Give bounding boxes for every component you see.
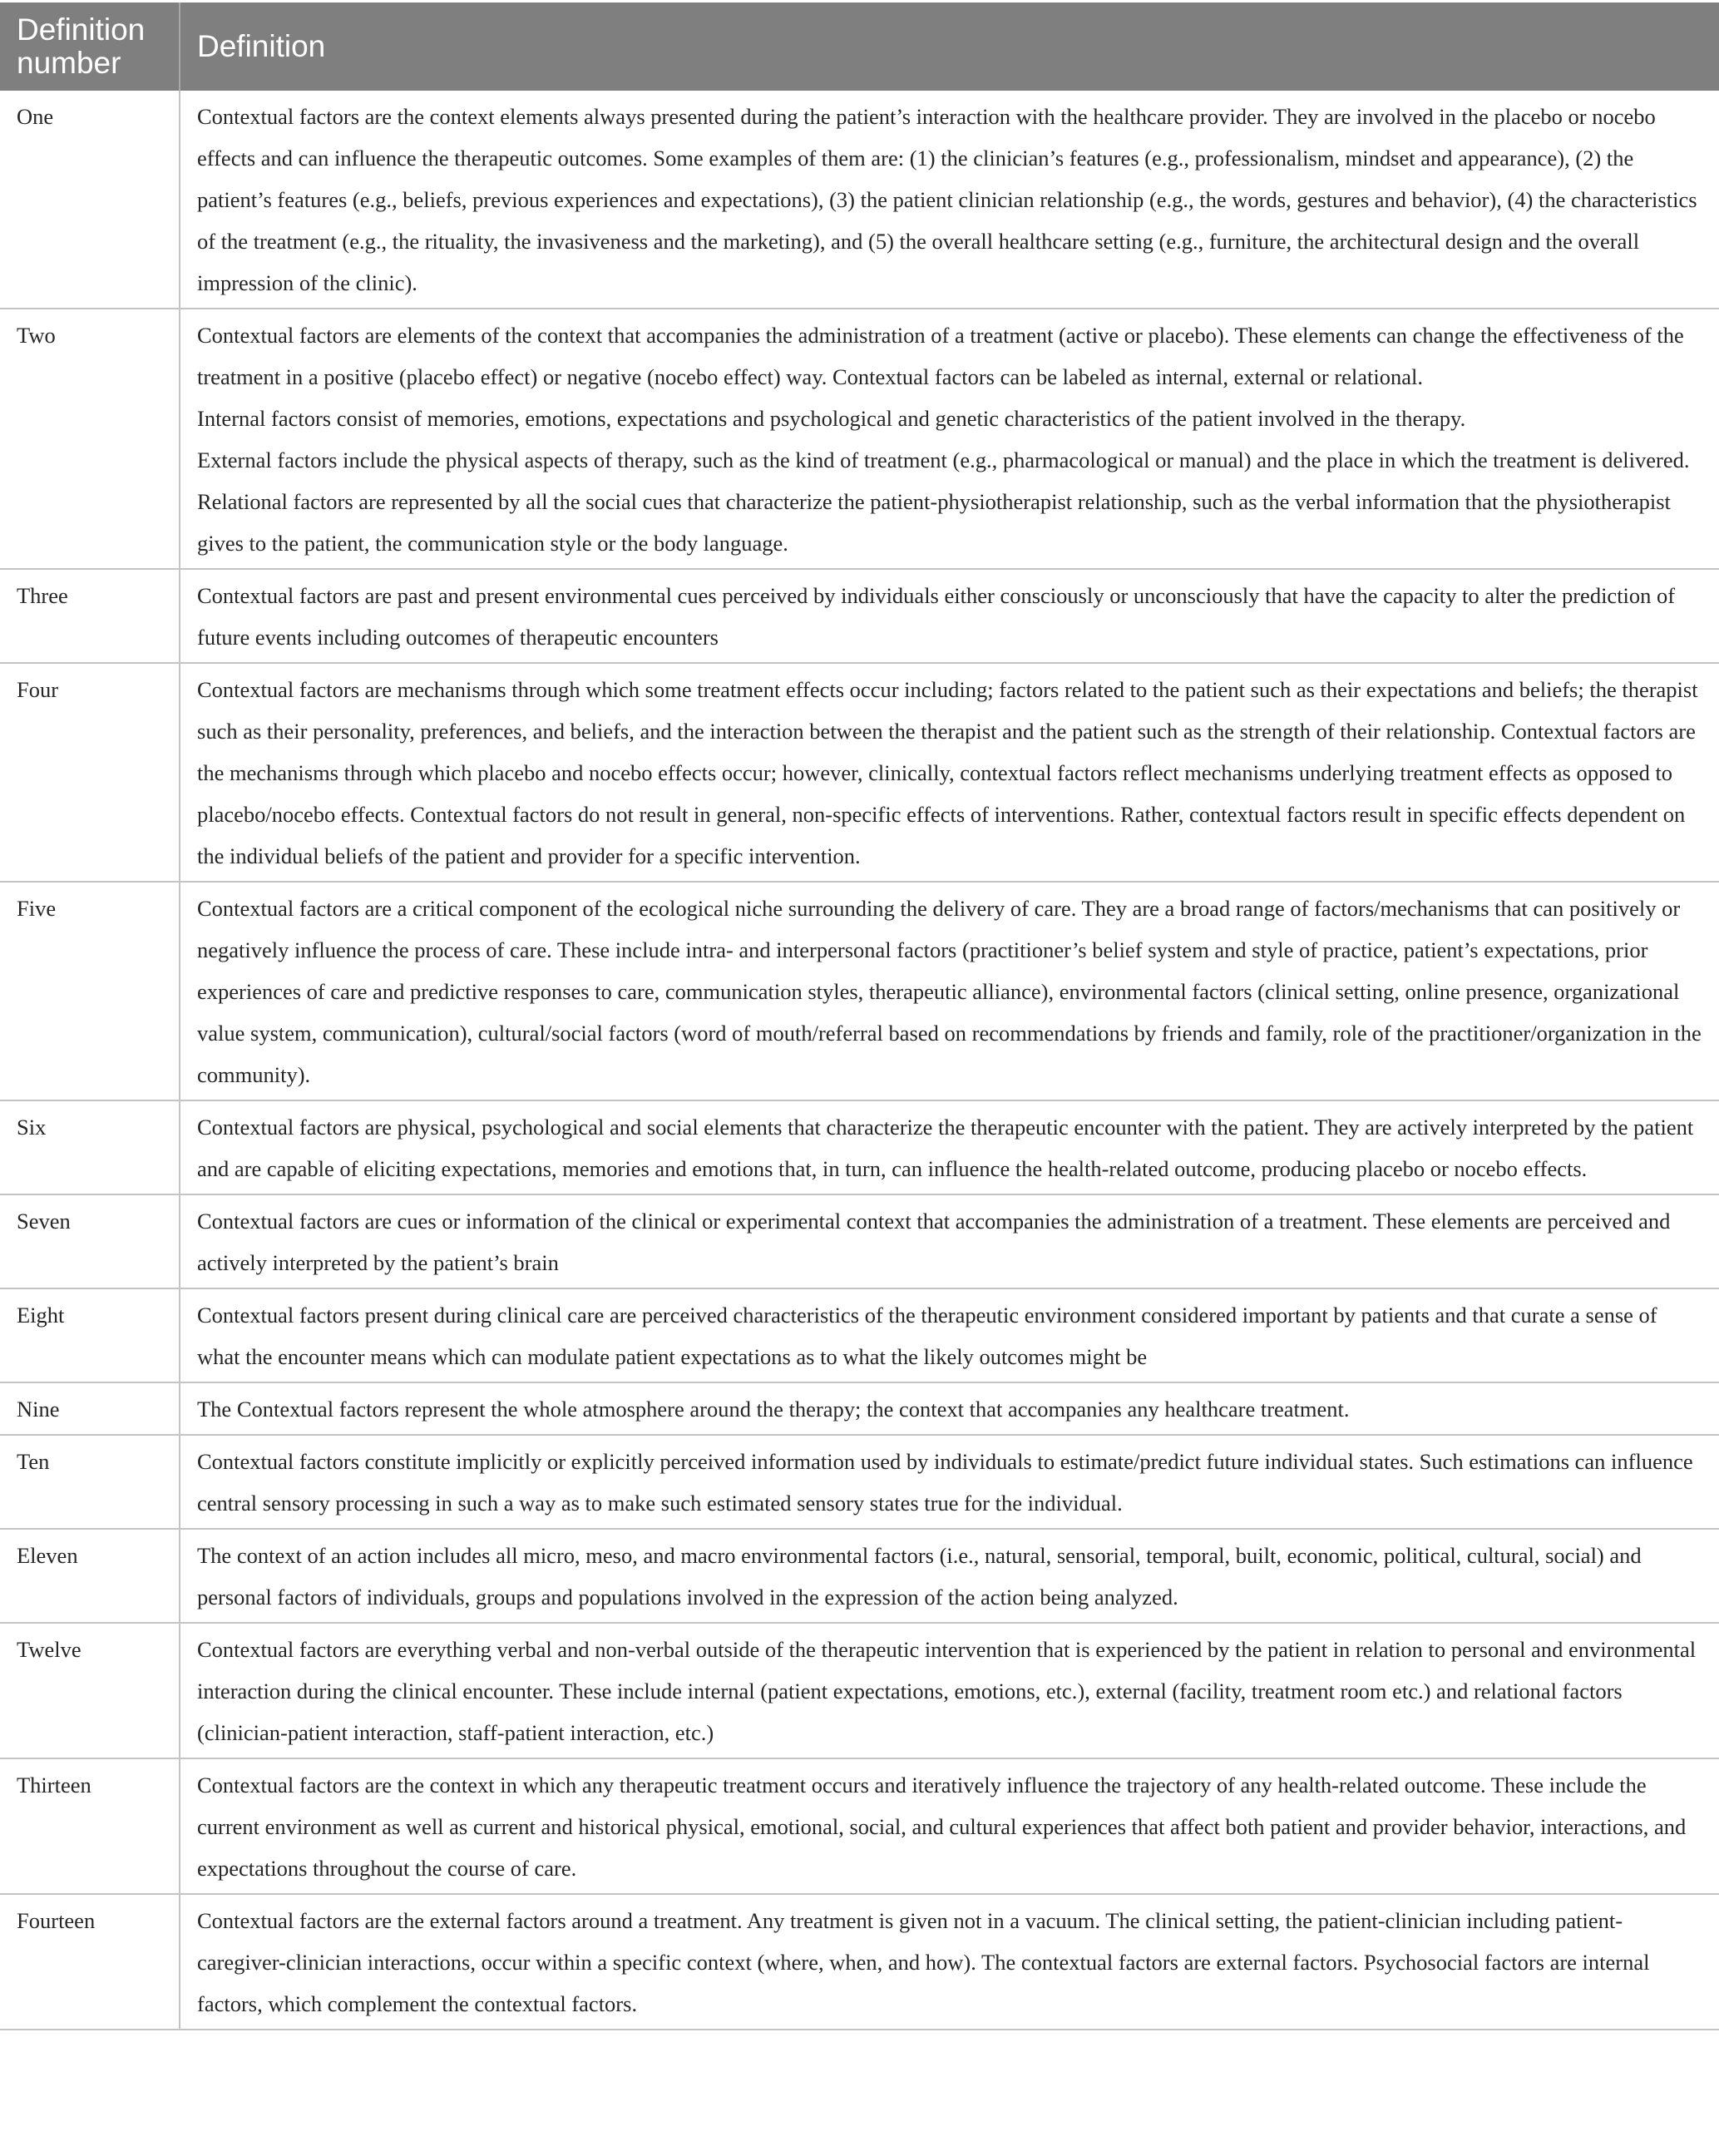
definition-text-cell <box>180 882 1719 1100</box>
definition-paragraph: Relational factors are represented by all the social cues that characterize the patient-physiotherapist relationship, such as the verbal information that the physiotherapist gives to the patient, the communication style or the body language. <box>197 489 1671 556</box>
definition-paragraph: Contextual factors are cues or information of the clinical or experimental context that accompanies the administration of a treatment. These elements are perceived and actively interpreted by the patient’s brain <box>197 1209 1671 1275</box>
definition-number-cell: Fourteen <box>0 1894 180 2030</box>
definition-number-cell: Twelve <box>0 1623 180 1758</box>
table-row <box>0 1100 1719 1194</box>
definition-text-cell <box>180 663 1719 882</box>
table-row <box>0 1194 1719 1288</box>
definition-text-cell <box>180 1100 1719 1194</box>
table-row <box>0 1529 1719 1623</box>
definition-number-cell: Two <box>0 309 180 569</box>
table-row <box>0 91 1719 309</box>
definition-text-cell <box>180 1382 1719 1435</box>
table-row <box>0 663 1719 882</box>
definition-paragraph: The context of an action includes all micro, meso, and macro environmental factors (i.e., natural, sensorial, temporal, built, economic, political, cultural, social) and personal factors of individuals, groups and populations involved in the expression of the action being analyzed. <box>197 1543 1642 1610</box>
definition-number-cell: Seven <box>0 1194 180 1288</box>
definition-paragraph: External factors include the physical aspects of therapy, such as the kind of treatment (e.g., pharmacological or manual) and the place in which the treatment is delivered. <box>197 448 1690 472</box>
definition-text-cell <box>180 1435 1719 1529</box>
definition-number-cell: Eight <box>0 1288 180 1382</box>
column-header-number <box>0 2 180 91</box>
definition-number-cell: Thirteen <box>0 1758 180 1894</box>
definition-text-cell <box>180 1894 1719 2030</box>
table-row <box>0 1894 1719 2030</box>
definition-text-cell <box>180 1623 1719 1758</box>
table-row <box>0 1382 1719 1435</box>
table-row <box>0 1288 1719 1382</box>
table-row <box>0 309 1719 569</box>
definition-number-cell: Eleven <box>0 1529 180 1623</box>
definition-paragraph: Contextual factors are physical, psychological and social elements that characterize the therapeutic encounter with the patient. They are actively interpreted by the patient and are capable of eliciting expectations, memories and emotions that, in turn, can influence the health-related outcome, producing placebo or nocebo effects. <box>197 1115 1694 1181</box>
definition-text-cell <box>180 91 1719 309</box>
table-body <box>0 91 1719 2030</box>
definition-number-cell: Ten <box>0 1435 180 1529</box>
definition-paragraph: Contextual factors are a critical component of the ecological niche surrounding the delivery of care. They are a broad range of factors/mechanisms that can positively or negatively influence the process of care. These include intra- and interpersonal factors (practitioner’s belief system and style of practice, patient’s expectations, prior experiences of care and predictive responses to care, communication styles, therapeutic alliance), environmental factors (clinical setting, online presence, organizational value system, communication), cultural/social factors (word of mouth/referral based on recommendations by friends and family, role of the practitioner/organization in the community). <box>197 896 1702 1087</box>
definition-text-cell <box>180 309 1719 569</box>
definition-number-cell: One <box>0 91 180 309</box>
definition-text-cell <box>180 569 1719 663</box>
definition-number-cell: Five <box>0 882 180 1100</box>
column-header-number-line1: Definition <box>17 12 146 47</box>
definition-text-cell <box>180 1194 1719 1288</box>
definition-text-cell <box>180 1288 1719 1382</box>
definition-paragraph: Contextual factors are the context in which any therapeutic treatment occurs and iteratively influence the trajectory of any health-related outcome. These include the current environment as well as current and historical physical, emotional, social, and cultural experiences that affect both patient and provider behavior, interactions, and expectations throughout the course of care. <box>197 1773 1687 1881</box>
definition-paragraph: Contextual factors are past and present environmental cues perceived by individuals either consciously or unconsciously that have the capacity to alter the prediction of future events including outcomes of therapeutic encounters <box>197 583 1676 650</box>
definitions-table <box>0 2 1719 2030</box>
definition-text-cell <box>180 1758 1719 1894</box>
table-row <box>0 1435 1719 1529</box>
column-header-definition: Definition <box>180 2 1719 91</box>
definition-paragraph: Contextual factors are mechanisms through which some treatment effects occur including; factors related to the patient such as their expectations and beliefs; the therapist such as their personality, preferences, and beliefs, and the interaction between the therapist and the patient such as the strength of their relationship. Contextual factors are the mechanisms through which placebo and nocebo effects occur; however, clinically, contextual factors reflect mechanisms underlying treatment effects as opposed to placebo/nocebo effects. Contextual factors do not result in general, non-specific effects of interventions. Rather, contextual factors result in specific effects dependent on the individual beliefs of the patient and provider for a specific intervention. <box>197 677 1698 868</box>
definition-number-cell: Three <box>0 569 180 663</box>
definition-paragraph: Contextual factors are the external factors around a treatment. Any treatment is given not in a vacuum. The clinical setting, the patient-clinician including patient-caregiver-clinician interactions, occur within a specific context (where, when, and how). The contextual factors are external factors. Psychosocial factors are internal factors, which complement the contextual factors. <box>197 1908 1650 2016</box>
definition-paragraph: Contextual factors are elements of the context that accompanies the administration of a treatment (active or placebo). These elements can change the effectiveness of the treatment in a positive (placebo effect) or negative (nocebo effect) way. Contextual factors can be labeled as internal, external or relational. <box>197 323 1684 389</box>
definition-paragraph: The Contextual factors represent the whole atmosphere around the therapy; the context that accompanies any healthcare treatment. <box>197 1397 1350 1422</box>
definition-paragraph: Internal factors consist of memories, emotions, expectations and psychological and genetic characteristics of the patient involved in the therapy. <box>197 406 1466 431</box>
table-row <box>0 569 1719 663</box>
table-header <box>0 2 1719 91</box>
definition-paragraph: Contextual factors are everything verbal and non-verbal outside of the therapeutic intervention that is experienced by the patient in relation to personal and environmental interaction during the clinical encounter. These include internal (patient expectations, emotions, etc.), external (facility, treatment room etc.) and relational factors (clinician-patient interaction, staff-patient interaction, etc.) <box>197 1637 1697 1745</box>
definition-number-cell: Six <box>0 1100 180 1194</box>
column-header-number-line2: number <box>17 46 121 80</box>
definition-text-cell <box>180 1529 1719 1623</box>
definition-number-cell: Four <box>0 663 180 882</box>
header-row <box>0 2 1719 91</box>
table-row <box>0 1758 1719 1894</box>
definition-number-cell: Nine <box>0 1382 180 1435</box>
table-row <box>0 882 1719 1100</box>
definition-paragraph: Contextual factors are the context elements always presented during the patient’s interaction with the healthcare provider. They are involved in the placebo or nocebo effects and can influence the therapeutic outcomes. Some examples of them are: (1) the clinician’s features (e.g., professionalism, mindset and appearance), (2) the patient’s features (e.g., beliefs, previous experiences and expectations), (3) the patient clinician relationship (e.g., the words, gestures and behavior), (4) the characteristics of the treatment (e.g., the rituality, the invasiveness and the marketing), and (5) the overall healthcare setting (e.g., furniture, the architectural design and the overall impression of the clinic). <box>197 104 1697 295</box>
definition-paragraph: Contextual factors constitute implicitly or explicitly perceived information used by individuals to estimate/predict future individual states. Such estimations can influence central sensory processing in such a way as to make such estimated sensory states true for the individual. <box>197 1449 1693 1516</box>
table-row <box>0 1623 1719 1758</box>
definition-paragraph: Contextual factors present during clinical care are perceived characteristics of the therapeutic environment considered important by patients and that curate a sense of what the encounter means which can modulate patient expectations as to what the likely outcomes might be <box>197 1303 1657 1369</box>
